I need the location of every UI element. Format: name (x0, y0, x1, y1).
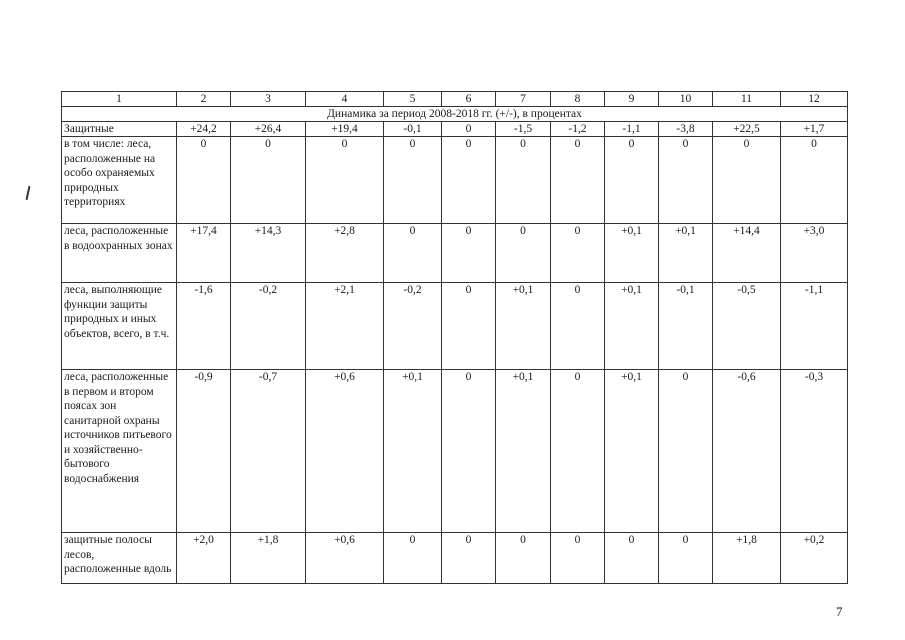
table-subtitle: Динамика за период 2008-2018 гг. (+/-), в процентах (62, 107, 848, 122)
value-cell: 0 (605, 533, 659, 584)
value-cell: 0 (442, 224, 496, 283)
row-label: леса, выполняющие функции защиты природных и иных объектов, всего, в т.ч. (62, 283, 177, 370)
value-cell: 0 (551, 137, 605, 224)
value-cell: +0,1 (659, 224, 713, 283)
value-cell: 0 (384, 224, 442, 283)
header-cell: 12 (781, 92, 848, 107)
value-cell: +0,1 (384, 370, 442, 533)
value-cell: +19,4 (306, 122, 384, 137)
value-cell: 0 (177, 137, 231, 224)
value-cell: +1,8 (713, 533, 781, 584)
value-cell: +14,3 (231, 224, 306, 283)
value-cell: 0 (659, 370, 713, 533)
value-cell: 0 (442, 137, 496, 224)
value-cell: 0 (551, 224, 605, 283)
margin-mark (26, 186, 31, 200)
value-cell: -0,2 (231, 283, 306, 370)
subtitle-row (62, 107, 848, 122)
value-cell: +0,6 (306, 533, 384, 584)
table-row (62, 283, 848, 370)
header-cell: 5 (384, 92, 442, 107)
value-cell: -1,1 (781, 283, 848, 370)
value-cell: -0,1 (659, 283, 713, 370)
value-cell: -1,1 (605, 122, 659, 137)
value-cell: +0,1 (605, 370, 659, 533)
header-cell: 6 (442, 92, 496, 107)
value-cell: +0,6 (306, 370, 384, 533)
value-cell: +0,1 (605, 224, 659, 283)
header-cell: 10 (659, 92, 713, 107)
value-cell: +2,0 (177, 533, 231, 584)
value-cell: 0 (442, 122, 496, 137)
table-row (62, 224, 848, 283)
value-cell: +2,8 (306, 224, 384, 283)
value-cell: +22,5 (713, 122, 781, 137)
header-cell: 2 (177, 92, 231, 107)
value-cell: -0,2 (384, 283, 442, 370)
value-cell: 0 (384, 137, 442, 224)
table-row (62, 137, 848, 224)
value-cell: +2,1 (306, 283, 384, 370)
row-label: в том числе: леса, расположенные на особо охраняемых природных территориях (62, 137, 177, 224)
header-cell: 4 (306, 92, 384, 107)
value-cell: 0 (659, 533, 713, 584)
value-cell: 0 (551, 533, 605, 584)
table-row (62, 533, 848, 584)
value-cell: -3,8 (659, 122, 713, 137)
value-cell: 0 (551, 370, 605, 533)
value-cell: 0 (781, 137, 848, 224)
header-cell: 9 (605, 92, 659, 107)
header-cell: 1 (62, 92, 177, 107)
value-cell: 0 (496, 224, 551, 283)
value-cell: +0,1 (496, 370, 551, 533)
value-cell: 0 (551, 283, 605, 370)
value-cell: +1,7 (781, 122, 848, 137)
row-label: леса, расположенные в водоохранных зонах (62, 224, 177, 283)
row-label: леса, расположенные в первом и втором поясах зон санитарной охраны источников питьевого и хозяйственно-бытового водоснабжения (62, 370, 177, 533)
value-cell: +3,0 (781, 224, 848, 283)
value-cell: +0,2 (781, 533, 848, 584)
table-row (62, 122, 848, 137)
row-label: Защитные (62, 122, 177, 137)
value-cell: +0,1 (605, 283, 659, 370)
value-cell: -0,9 (177, 370, 231, 533)
value-cell: +1,8 (231, 533, 306, 584)
value-cell: 0 (442, 533, 496, 584)
value-cell: -0,5 (713, 283, 781, 370)
header-cell: 8 (551, 92, 605, 107)
table-row (62, 370, 848, 533)
value-cell: -1,2 (551, 122, 605, 137)
value-cell: +24,2 (177, 122, 231, 137)
header-cell: 11 (713, 92, 781, 107)
value-cell: -0,3 (781, 370, 848, 533)
value-cell: +17,4 (177, 224, 231, 283)
header-cell: 7 (496, 92, 551, 107)
value-cell: 0 (306, 137, 384, 224)
value-cell: 0 (713, 137, 781, 224)
value-cell: 0 (384, 533, 442, 584)
value-cell: 0 (496, 533, 551, 584)
header-cell: 3 (231, 92, 306, 107)
value-cell: +0,1 (496, 283, 551, 370)
value-cell: 0 (496, 137, 551, 224)
value-cell: +26,4 (231, 122, 306, 137)
value-cell: 0 (442, 370, 496, 533)
header-row (62, 92, 848, 107)
page-number: 7 (836, 604, 843, 619)
value-cell: 0 (231, 137, 306, 224)
value-cell: -1,5 (496, 122, 551, 137)
value-cell: 0 (442, 283, 496, 370)
data-table (61, 91, 848, 584)
row-label: защитные полосы лесов, расположенные вдоль (62, 533, 177, 584)
value-cell: 0 (659, 137, 713, 224)
value-cell: -0,6 (713, 370, 781, 533)
value-cell: 0 (605, 137, 659, 224)
value-cell: -0,7 (231, 370, 306, 533)
value-cell: -0,1 (384, 122, 442, 137)
value-cell: -1,6 (177, 283, 231, 370)
value-cell: +14,4 (713, 224, 781, 283)
